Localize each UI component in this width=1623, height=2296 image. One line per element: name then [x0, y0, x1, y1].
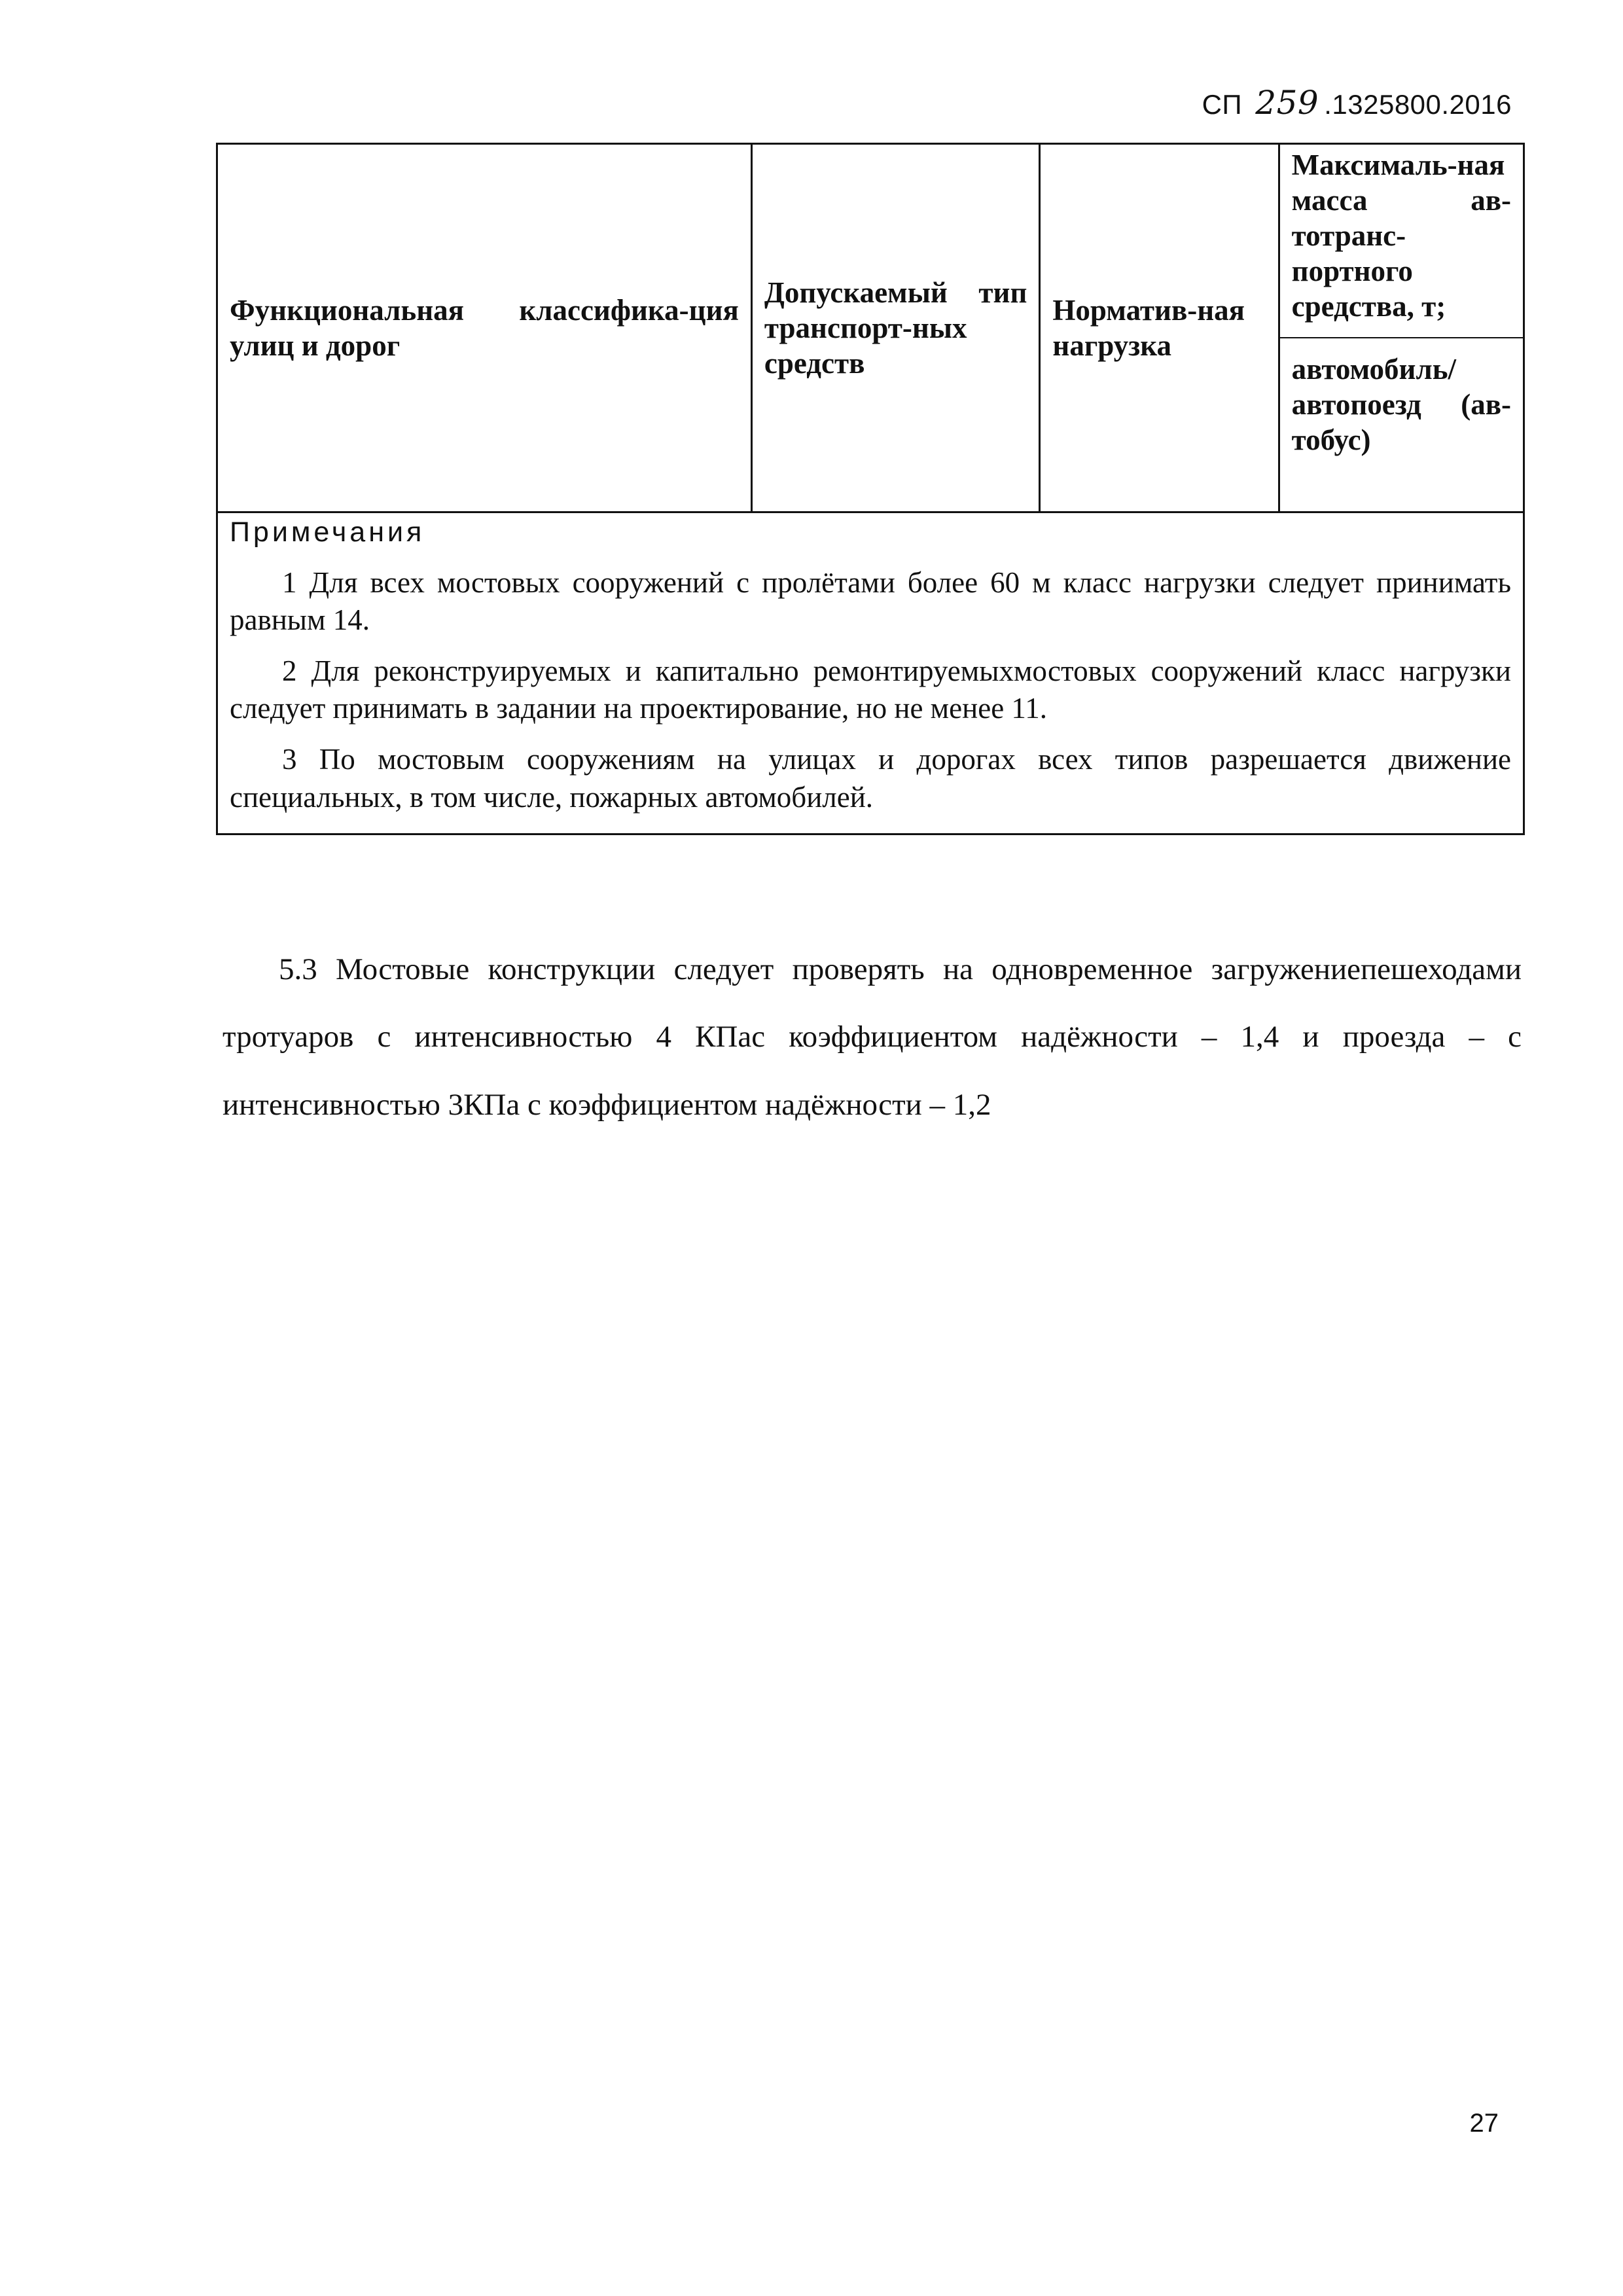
section-paragraph-5-3: 5.3 Мостовые конструкции следует проверять на одновременное загружениепешеходами тротуаров с интенсивностью 4 КПас коэффициентом надёжности – 1,4 и проезда – с интенсивностью 3КПа с коэффициентом надёжности – 1,2 — [223, 952, 1522, 1122]
note-item: 2 Для реконструируемых и капитально ремонтируемыхмостовых сооружений класс нагрузки следует принимать в задании на проектирование, но не менее 11. — [230, 654, 1511, 725]
notes-cell — [217, 512, 1524, 834]
page-number: 27 — [1469, 2109, 1499, 2138]
header-max-mass-title: Максималь-ная масса ав-тотранс-портного средства, т; — [1280, 145, 1523, 338]
note-item: 3 По мостовым сооружениям на улицах и дорогах всех типов разрешается движение специальных, в том числе, пожарных автомобилей. — [230, 742, 1511, 814]
notes-row — [217, 512, 1524, 834]
header-functional-classification: Функциональная классифика-ция улиц и дорог — [217, 144, 752, 512]
header-max-mass-subtitle: автомобиль/ автопоезд (ав-тобус) — [1291, 353, 1511, 456]
notes-title: Примечания — [230, 516, 425, 548]
header-max-mass — [1279, 144, 1524, 512]
table-header-row — [217, 144, 1524, 512]
load-classification-table — [216, 143, 1525, 835]
document-code-suffix: .1325800.2016 — [1324, 89, 1512, 120]
handwritten-number: 259 — [1255, 84, 1319, 122]
header-normative-load: Норматив-ная нагрузка — [1040, 144, 1279, 512]
note-item: 1 Для всех мостовых сооружений с пролётами более 60 м класс нагрузки следует принимать равным 14. — [230, 565, 1511, 637]
document-code-prefix: СП — [1202, 89, 1243, 120]
header-vehicle-type: Допускаемый тип транспорт-ных средств — [751, 144, 1040, 512]
document-code — [1202, 84, 1512, 122]
